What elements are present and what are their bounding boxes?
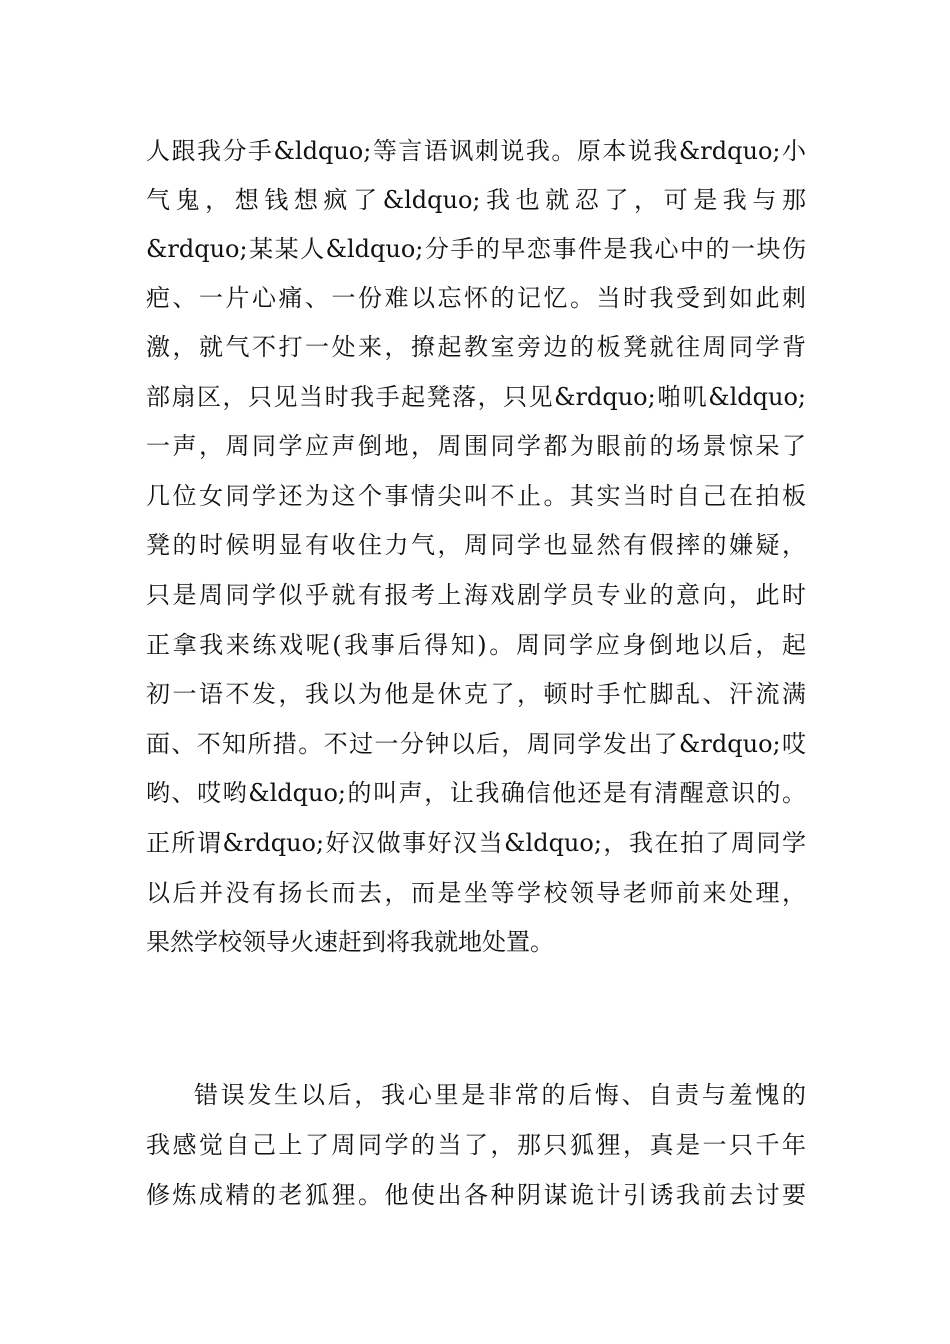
text-line: 初一语不发，我以为他是休克了，顿时手忙脚乱、汗流满 (146, 680, 806, 708)
text-line: 激，就气不打一处来，撩起教室旁边的板凳就往周同学背 (146, 333, 806, 361)
text-line: 果然学校领导火速赶到将我就地处置。 (146, 928, 554, 956)
text-line: 只是周同学似乎就有报考上海戏剧学员专业的意向，此时 (146, 581, 806, 609)
text-line: 我感觉自己上了周同学的当了，那只狐狸，真是一只千年 (146, 1131, 806, 1159)
text-line: 修炼成精的老狐狸。他使出各种阴谋诡计引诱我前去讨要 (146, 1181, 806, 1209)
text-line: 一声，周同学应声倒地，周围同学都为眼前的场景惊呆了 (146, 432, 806, 460)
text-line: 部扇区，只见当时我手起凳落，只见&rdquo;啪叽&ldquo; (146, 383, 806, 411)
text-line: &rdquo;某某人&ldquo;分手的早恋事件是我心中的一块伤 (146, 235, 806, 263)
text-line: 人跟我分手&ldquo;等言语讽刺说我。原本说我&rdquo;小 (146, 137, 806, 165)
text-line: 正所谓&rdquo;好汉做事好汉当&ldquo;，我在拍了周同学 (146, 829, 806, 857)
text-line: 正拿我来练戏呢(我事后得知)。周同学应身倒地以后，起 (146, 631, 806, 659)
text-line: 面、不知所措。不过一分钟以后，周同学发出了&rdquo;哎 (146, 730, 806, 758)
text-line: 哟、哎哟&ldquo;的叫声，让我确信他还是有清醒意识的。 (146, 779, 806, 807)
text-line: 疤、一片心痛、一份难以忘怀的记忆。当时我受到如此刺 (146, 284, 806, 312)
text-line: 几位女同学还为这个事情尖叫不止。其实当时自己在拍板 (146, 482, 806, 510)
text-line: 气鬼，想钱想疯了&ldquo;我也就忍了，可是我与那 (146, 186, 806, 214)
text-line: 凳的时候明显有收住力气，周同学也显然有假摔的嫌疑， (146, 531, 806, 559)
text-line: 以后并没有扬长而去，而是坐等学校领导老师前来处理， (146, 879, 806, 907)
text-line: 错误发生以后，我心里是非常的后悔、自责与羞愧的 (194, 1081, 806, 1109)
